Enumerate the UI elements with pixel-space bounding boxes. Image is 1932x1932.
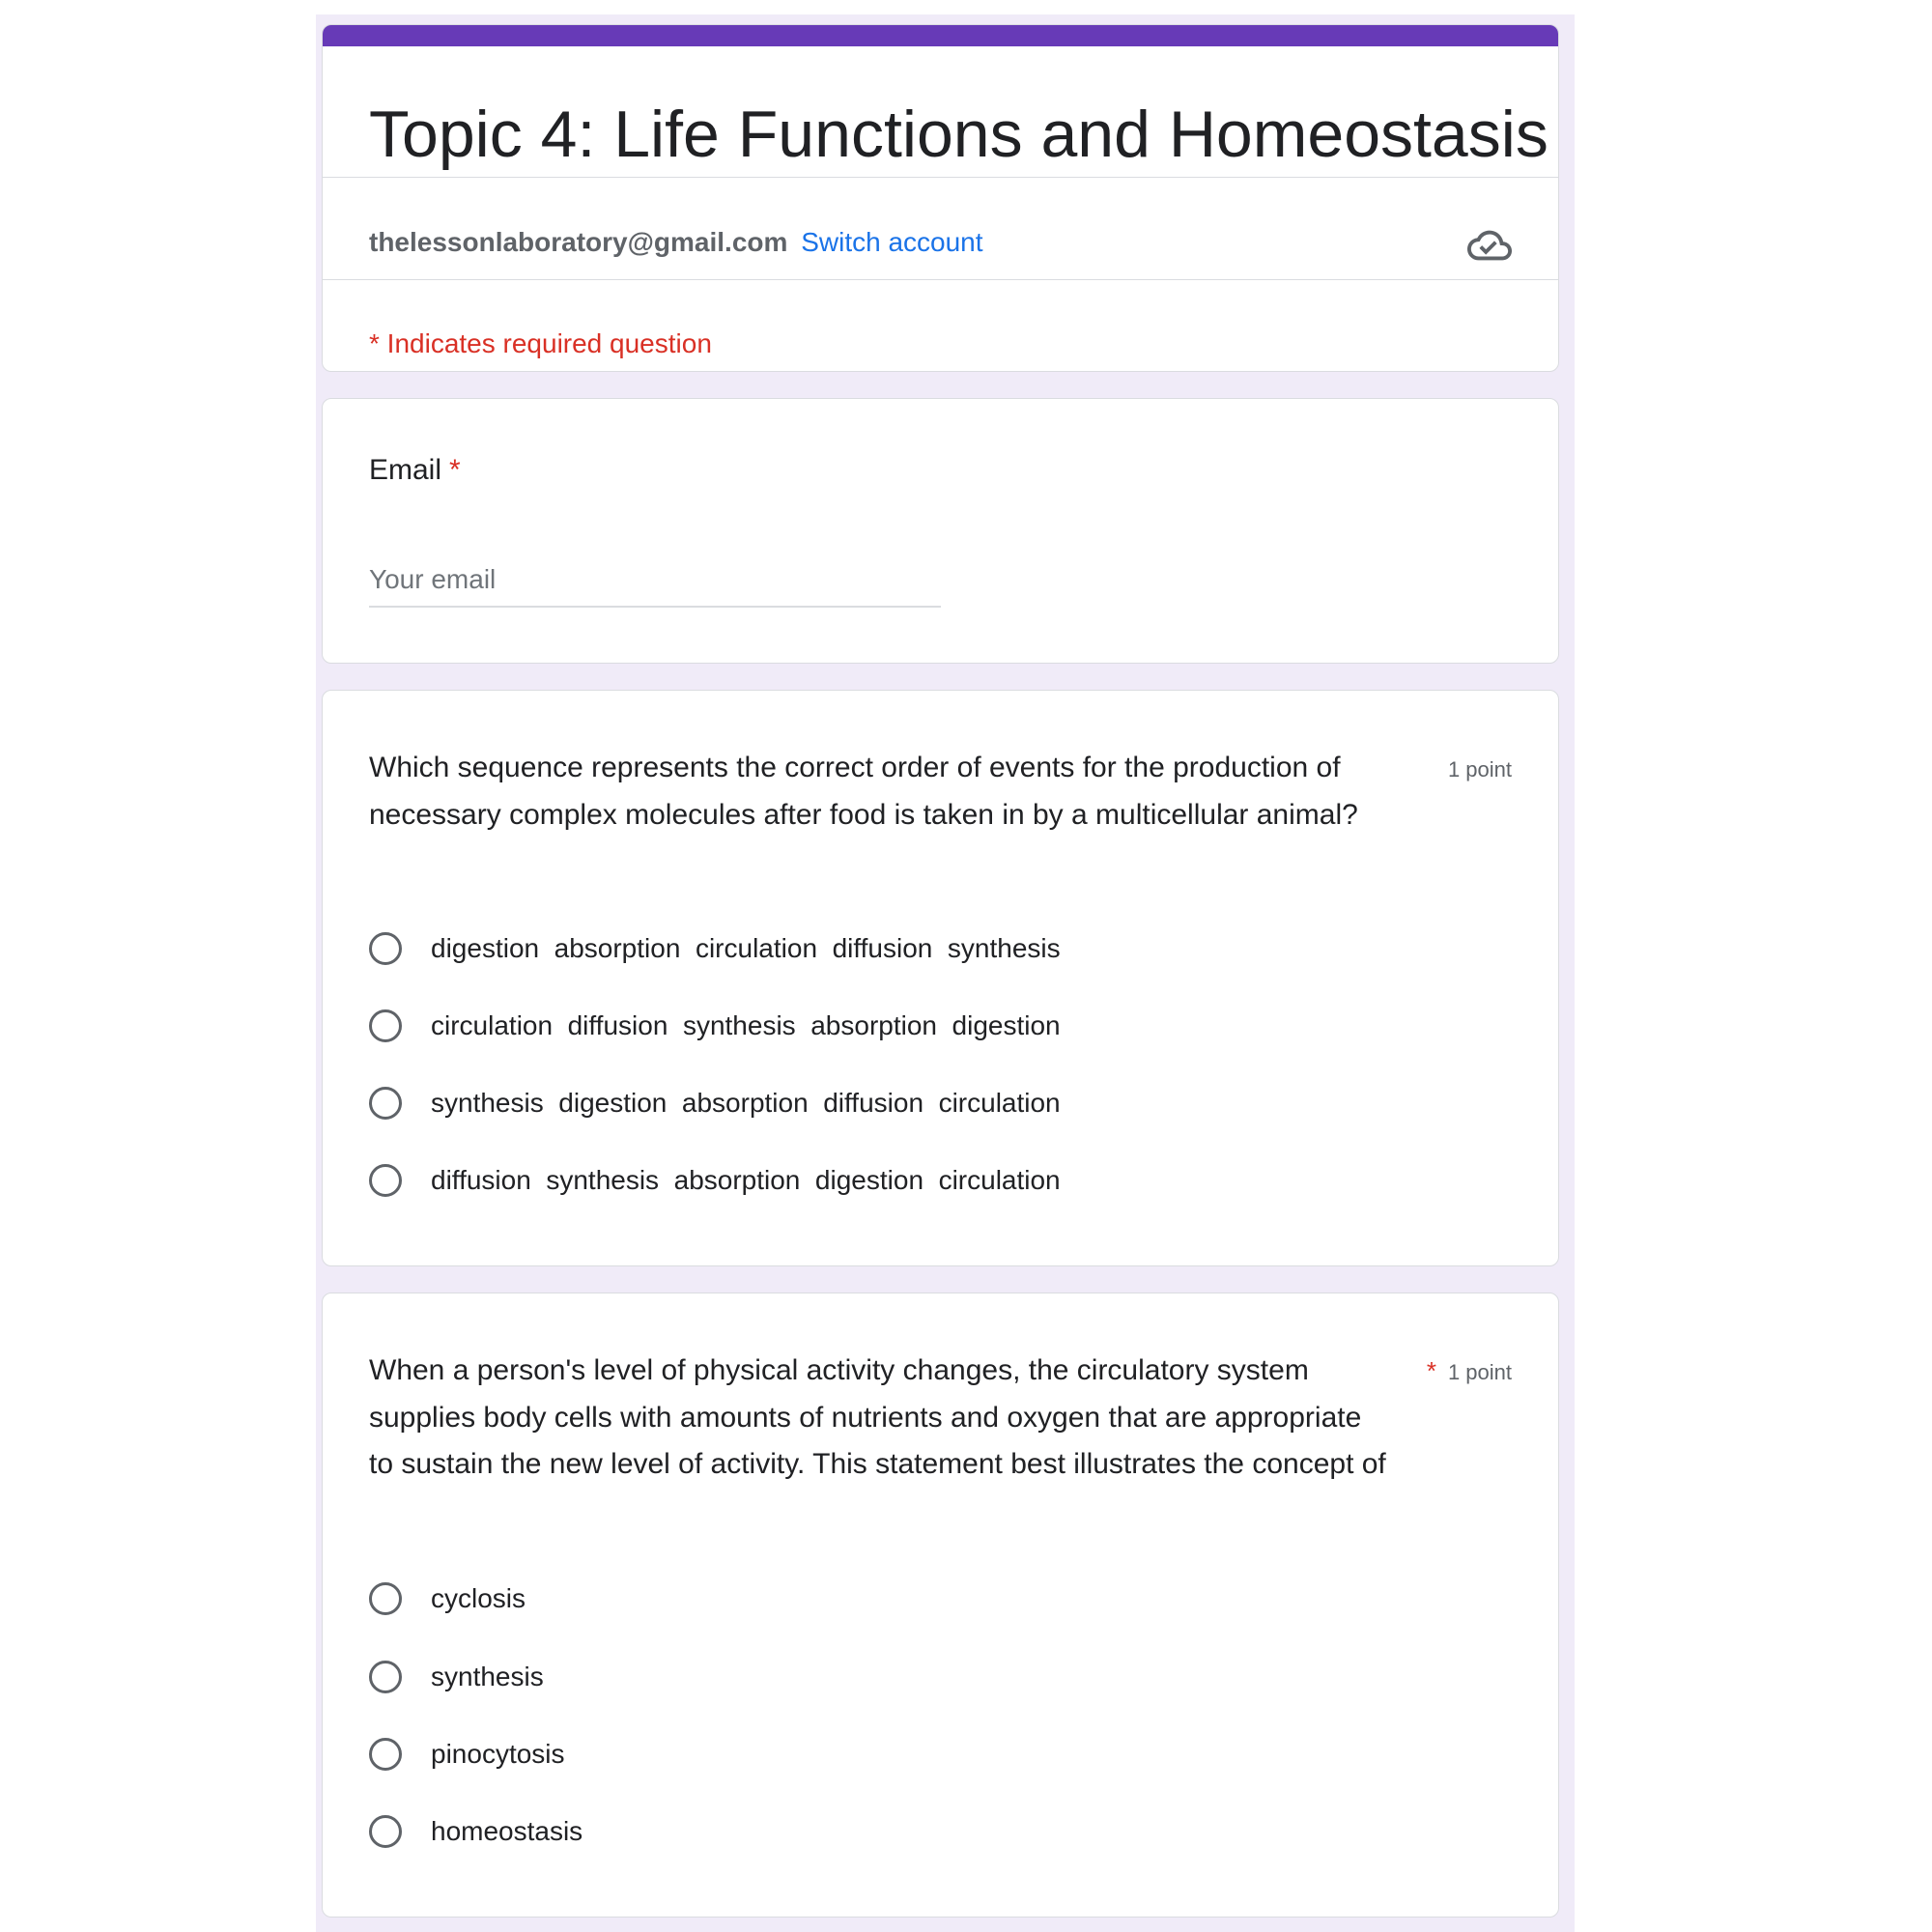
points-label: 1 point — [1447, 757, 1512, 781]
radio-button[interactable] — [369, 1815, 402, 1848]
option-label: circulation diffusion synthesis absorption digestion — [431, 1010, 1061, 1040]
option-label: synthesis — [431, 1662, 544, 1691]
switch-account-link[interactable]: Switch account — [801, 227, 983, 257]
question-card-1 — [322, 690, 1559, 1266]
option-label: diffusion synthesis absorption digestion circulation — [431, 1165, 1061, 1195]
option-radio[interactable] — [369, 1005, 1061, 1047]
option-radio[interactable] — [369, 1810, 582, 1853]
option-label: cyclosis — [431, 1583, 526, 1613]
question-text: Which sequence represents the correct order of events for the production of necessary complex molecules after food is taken in by a multicellular animal? — [369, 752, 1358, 831]
option-radio[interactable] — [369, 1733, 565, 1776]
radio-button[interactable] — [369, 1164, 402, 1197]
option-label: homeostasis — [431, 1816, 583, 1846]
email-input[interactable] — [369, 554, 941, 608]
divider — [323, 279, 1558, 280]
required-star: * — [1426, 1356, 1436, 1385]
required-note: * Indicates required question — [369, 328, 712, 358]
points-label: 1 point — [1447, 1360, 1512, 1384]
option-radio[interactable] — [369, 1656, 544, 1698]
question-points — [1427, 1348, 1512, 1396]
option-radio[interactable] — [369, 1159, 1061, 1202]
form-header-card — [322, 24, 1559, 372]
email-label — [369, 447, 461, 494]
option-radio[interactable] — [369, 1082, 1061, 1124]
option-radio[interactable] — [369, 1577, 526, 1620]
cloud-saved-icon[interactable] — [1467, 223, 1512, 268]
option-radio[interactable] — [369, 927, 1061, 970]
account-row — [369, 223, 983, 262]
question-points — [1436, 745, 1512, 793]
radio-button[interactable] — [369, 1009, 402, 1042]
form-title: Topic 4: Life Functions and Homeostasis — [369, 98, 1548, 171]
radio-button[interactable] — [369, 1661, 402, 1693]
radio-button[interactable] — [369, 1738, 402, 1771]
question-text: When a person's level of physical activity changes, the circulatory system supplies body cells with amounts of nutrients and oxygen that are appropriate to sustain the new level of activity. This statement best illustrates the concept of — [369, 1354, 1386, 1480]
accent-bar — [323, 25, 1558, 46]
option-label: pinocytosis — [431, 1739, 565, 1769]
divider — [323, 177, 1558, 178]
email-label-text: Email — [369, 454, 442, 486]
question-card-2 — [322, 1293, 1559, 1918]
account-email: thelessonlaboratory@gmail.com — [369, 227, 788, 257]
option-label: digestion absorption circulation diffusion synthesis — [431, 933, 1061, 963]
required-star: * — [449, 454, 461, 486]
option-label: synthesis digestion absorption diffusion circulation — [431, 1088, 1061, 1118]
email-question-card — [322, 398, 1559, 664]
radio-button[interactable] — [369, 1582, 402, 1615]
radio-button[interactable] — [369, 1087, 402, 1120]
radio-button[interactable] — [369, 932, 402, 965]
